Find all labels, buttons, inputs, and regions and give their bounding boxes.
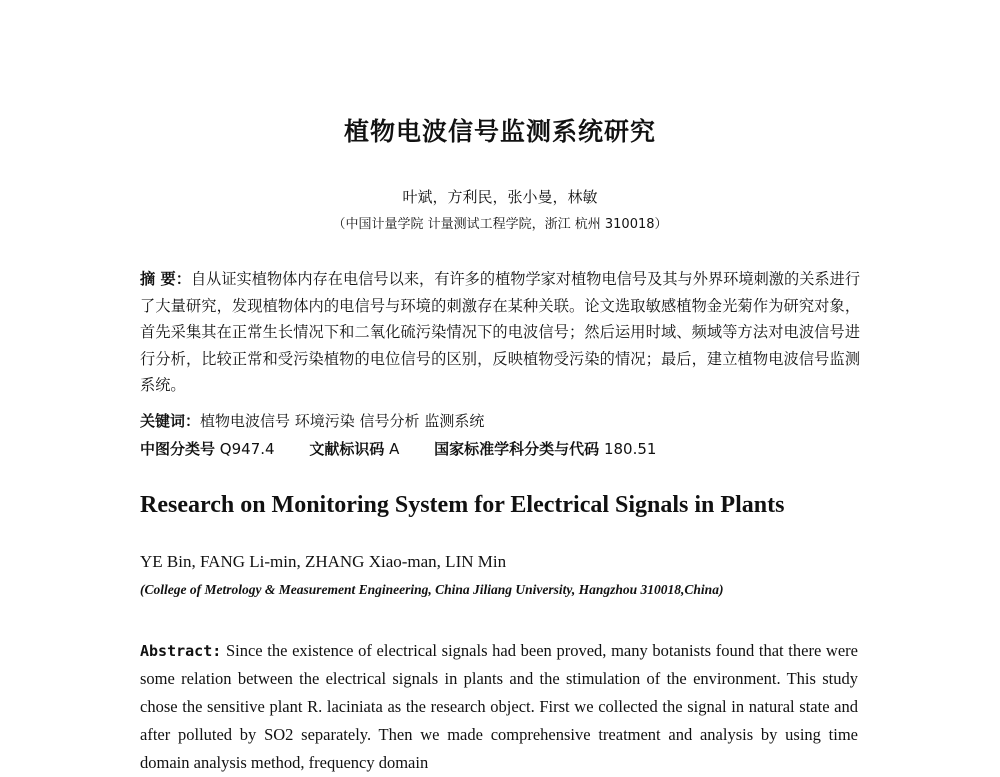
- chinese-abstract-label: 摘 要：: [140, 270, 191, 288]
- english-abstract-text: Since the existence of electrical signals had been proved, many botanists found that there were some relation between the electrical signals in plants and the stimulation of the environment. This study chose the sensitive plant R. laciniata as the research object. First we collected the signal in natural state and after polluted by SO2 separately. Then we made comprehensive treatment and analysis by using time domain analysis method, frequency domain: [140, 641, 858, 772]
- english-title: Research on Monitoring System for Electrical Signals in Plants: [140, 492, 785, 518]
- discipline-value: 180.51: [603, 440, 657, 458]
- english-abstract: [140, 637, 858, 777]
- chinese-abstract-text: 自从证实植物体内存在电信号以来，有许多的植物学家对植物电信号及其与外界环境刺激的关系进行了大量研究，发现植物体内的电信号与环境的刺激存在某种关联。论文选取敏感植物金光菊作为研究对象，首先采集其在正常生长情况下和二氧化硫污染情况下的电波信号；然后运用时域、频域等方法对电波信号进行分析，比较正常和受污染植物的电位信号的区别，反映植物受污染的情况；最后，建立植物电波信号监测系统。: [140, 270, 861, 394]
- clc-value: Q947.4: [219, 440, 275, 458]
- english-abstract-label: Abstract:: [140, 642, 222, 660]
- english-affiliation: (College of Metrology & Measurement Engineering, China Jiliang University, Hangzhou 310018,China): [140, 582, 724, 597]
- doc-code-label: 文献标识码: [309, 440, 385, 458]
- discipline-label: 国家标准学科分类与代码: [434, 440, 600, 458]
- keywords-line: [140, 410, 484, 431]
- keywords-value: 植物电波信号 环境污染 信号分析 监测系统: [200, 412, 485, 430]
- chinese-affiliation: （中国计量学院 计量测试工程学院，浙江 杭州 310018）: [332, 217, 668, 232]
- english-authors: YE Bin, FANG Li-min, ZHANG Xiao-man, LIN Min: [140, 552, 507, 571]
- classification-line: [140, 438, 656, 459]
- doc-code-value: A: [389, 440, 400, 458]
- chinese-authors: 叶斌，方利民，张小曼，林敏: [402, 188, 598, 206]
- clc-label: 中图分类号: [140, 440, 216, 458]
- chinese-title: 植物电波信号监测系统研究: [343, 117, 656, 146]
- chinese-abstract: [140, 266, 860, 399]
- keywords-label: 关键词：: [140, 412, 201, 430]
